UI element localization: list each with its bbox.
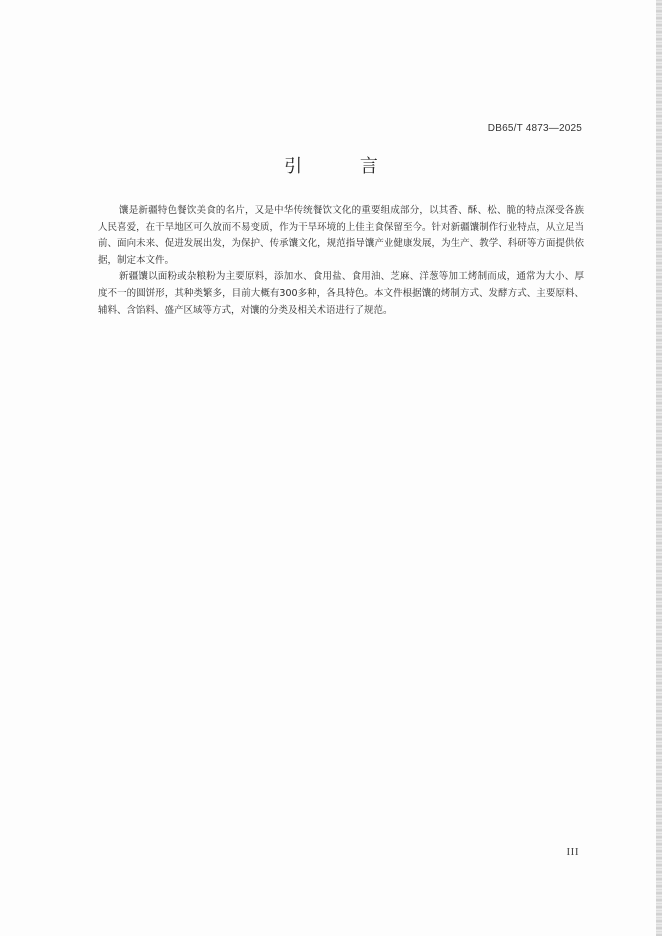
body-text — [98, 203, 584, 319]
scan-edge-artifact — [656, 0, 662, 936]
document-code: DB65/T 4873—2025 — [487, 123, 582, 134]
paragraph: 馕是新疆特色餐饮美食的名片，又是中华传统餐饮文化的重要组成部分，以其香、酥、松、脆的特点深受各族人民喜爱，在干旱地区可久放而不易变质，作为干旱环境的上佳主食保留至今。针对新疆馕制作行业特点，从立足当前、面向未来、促进发展出发，为保护、传承馕文化，规范指导馕产业健康发展，为生产、教学、科研等方面提供依据，制定本文件。 — [98, 205, 584, 266]
page-number: III — [566, 846, 579, 858]
paragraph: 新疆馕以面粉或杂粮粉为主要原料，添加水、食用盐、食用油、芝麻、洋葱等加工烤制而成，通常为大小、厚度不一的圆饼形，其种类繁多，目前大概有300多种，各具特色。本文件根据馕的烤制方式、发酵方式、主要原料、辅料、含馅料、盛产区域等方式，对馕的分类及相关术语进行了规范。 — [98, 271, 584, 316]
section-title: 引 言 — [284, 156, 404, 177]
